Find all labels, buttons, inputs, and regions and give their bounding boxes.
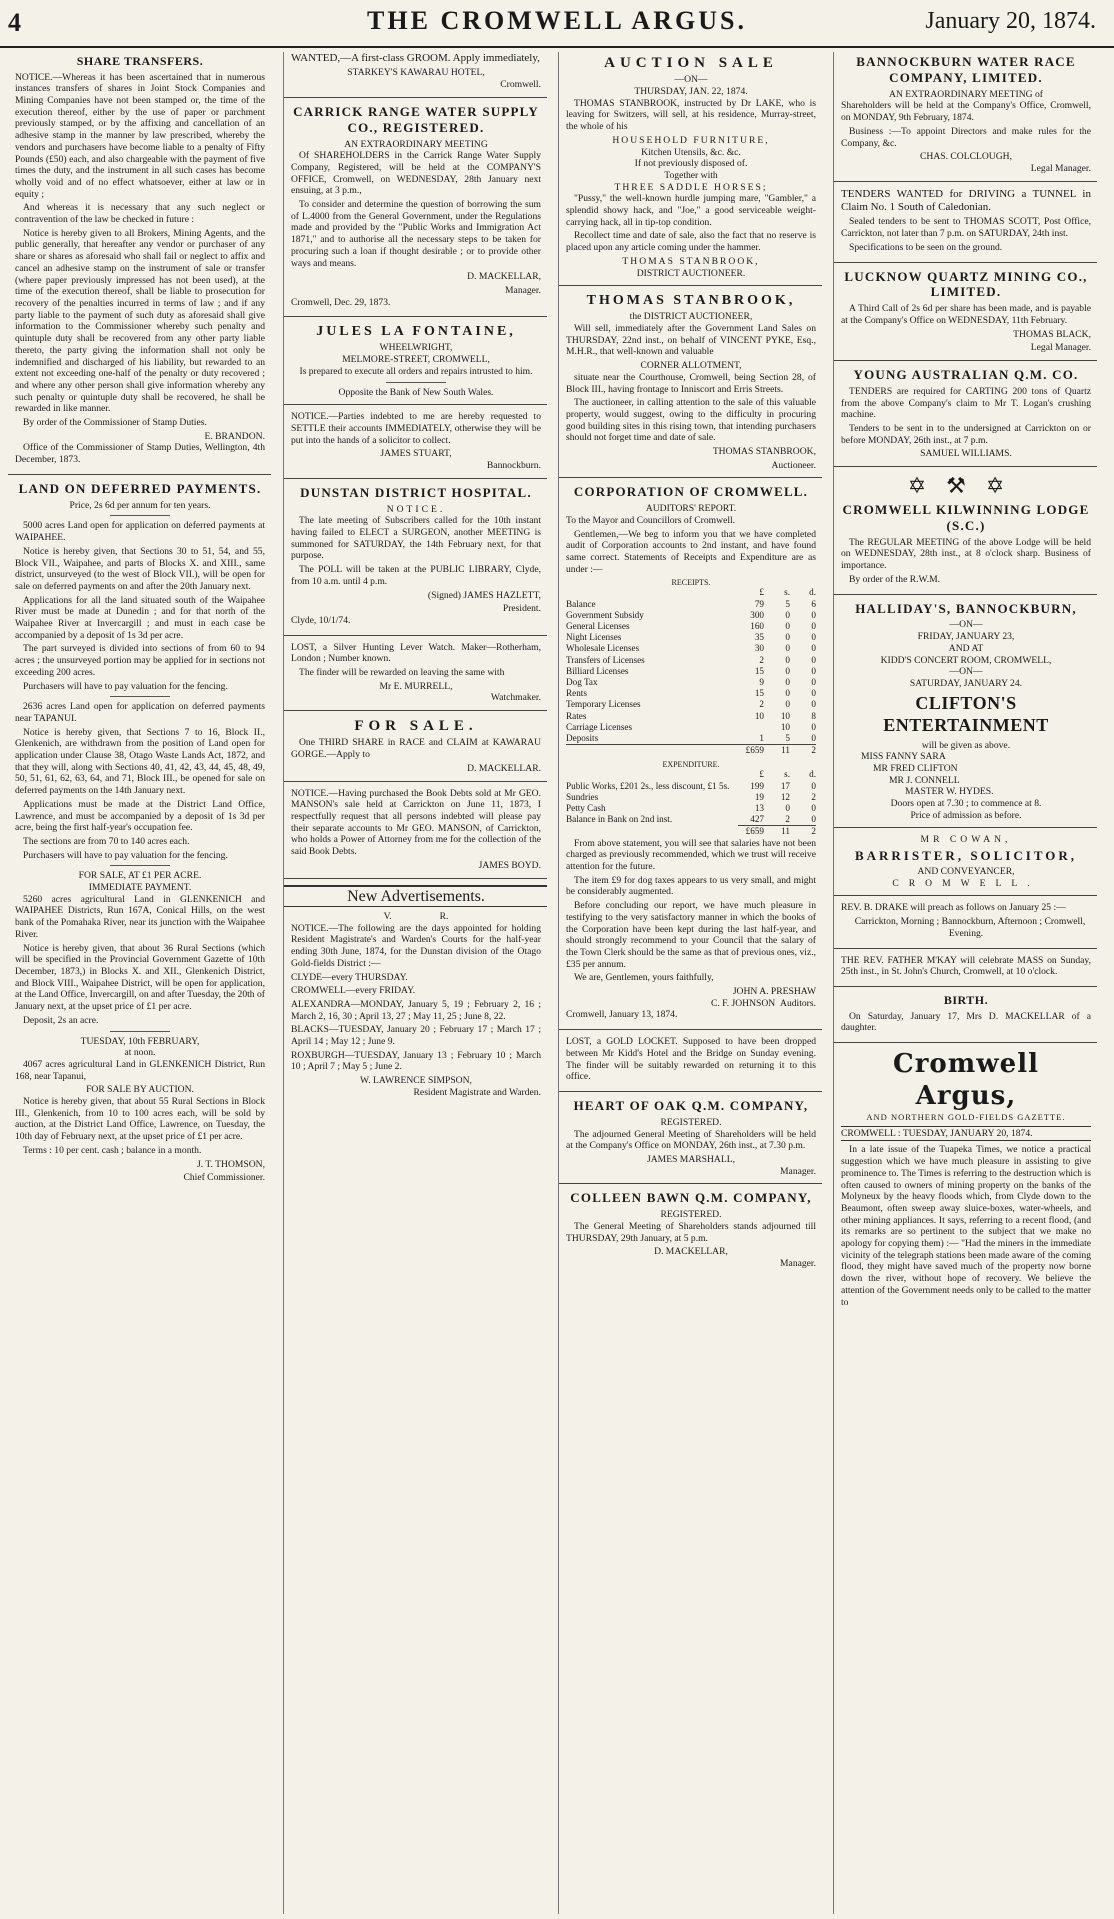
table-row: Billiard Licenses 15 0 0 [566, 665, 816, 676]
column-3 [558, 52, 822, 1914]
column-1 [8, 52, 271, 1914]
jules-la-fontaine-ad: JULES LA FONTAINE, WHEELWRIGHT, MELMORE-STREET, CROMWELL, Is prepared to execute all orders and repairs intrusted to him. Opposite the Bank of New South Wales. [284, 323, 547, 405]
editorial: Cromwell Argus, AND NORTHERN GOLD-FIELDS GAZETTE. CROMWELL : TUESDAY, JANUARY 20, 1874. In a late issue of the Tuapeka Times, we notice a practical suggestion which we have much pleasure in assisting to give prominence to. The Times is referring to the destruction which is often caused to owners of mining property on the banks of the Molyneux by the heavy floods which, from Clyde down to the Beaumont, often sweep away sluice-boxes, water-wheels, and other mining appliances. It says, referring to a recent flood, (and its remarks are so pertinent to the subject that we make no apology for copying them) :— "Had the miners in the immediate vicinity of the telegraph stations been made aware of the coming flood, they might have saved much of the property now borne down the river, without hope of recovery. We believe the attention of the Government needs only to be called to the matter to [841, 1048, 1091, 1308]
corporation-auditors-report: CORPORATION OF CROMWELL. AUDITORS' REPORT. To the Mayor and Councillors of Cromwell. Gentlemen,—We beg to inform you that we have completed audit of Corporation accounts to 2nd instant, and have found same correct. Statements of Receipts and Expenditure are as under :— RECEIPTS. £ s. d. Balance 79 5 6 Government Subsidy 300 0 0 General Licenses 160 0 0 Night Licenses 35 0 0 Wholesale Licenses 30 0 0 Transfers of Licenses 2 0 0 Billiard Licenses 15 0 0 Dog Tax 9 0 0 Rents 15 0 0 Temporary Licenses 2 0 0 Rates 10 10 8 Carriage Licenses 10 0 Deposits 1 5 0 £659 11 2 EXPENDITURE. £ s. d. Public Works, £201 2s., less discount, £1 5s. 199 17 0 Sundries 19 12 2 Petty Cash 13 0 0 Balance in Bank on 2nd inst. 427 2 0 £659 11 2 From above statement, you will see that salaries have not been charged as previously recommended, which we trust will receive attention for the future. The item £9 for dog taxes appears to us very small, and might be considerably augmented. Before concluding our report, we have much pleasure in testifying to the very satisfactory manner in which the books of the Corporation have been kept during the last half-year, and should strongly recommend to your Council that the salary of the Town Clerk should be the same as that of previous ones, viz., £35 per annum. We are, Gentlemen, yours faithfully, JOHN A. PRESHAW C. F. JOHNSON Auditors. Cromwell, January 13, 1874. [559, 484, 822, 1030]
table-row: Government Subsidy 300 0 0 [566, 609, 816, 620]
table-row: Rents 15 0 0 [566, 688, 816, 699]
table-row: Carriage Licenses 10 0 [566, 721, 816, 732]
table-row: Dog Tax 9 0 0 [566, 677, 816, 688]
table-row: Rates 10 10 8 [566, 710, 816, 721]
expenditure-table: £ s. d. Public Works, £201 2s., less discount, £1 5s. 199 17 0 Sundries 19 12 2 Petty Cash 13 0 0 Balance in Bank on 2nd inst. 427 2 0 £659 11 2 [566, 769, 816, 837]
table-row: Temporary Licenses 2 0 0 [566, 699, 816, 710]
kilwinning-lodge-notice: ✡⚒✡ CROMWELL KILWINNING LODGE (S.C.) The REGULAR MEETING of the above Lodge will be held on WEDNESDAY, 28th inst., at 8 o'clock sharp. Business of importance. By order of the R.W.M. [834, 473, 1097, 594]
book-debts-notice: NOTICE.—Having purchased the Book Debts sold at Mr GEO. MANSON's sale held at Carrickton on June 11, 1873, I respectfully request that all persons indebted will please pay their separate accounts to Mr GEO. MANSON, of Carrickton, who holds a Power of Attorney from me for the collection of the said Book Debts. JAMES BOYD. [284, 788, 547, 879]
stuart-notice: NOTICE.—Parties indebted to me are hereby requested to SETTLE their accounts IMMEDIATELY, otherwise they will be put into the hands of a solicitor to collect. JAMES STUART, Bannockburn. [284, 411, 547, 479]
table-row: Balance 79 5 6 [566, 598, 816, 609]
father-mckay-notice: THE REV. FATHER M'KAY will celebrate MASS on Sunday, 25th inst., in St. John's Church, Cromwell, at 10 o'clock. [834, 955, 1097, 987]
receipts-table: £ s. d. Balance 79 5 6 Government Subsidy 300 0 0 General Licenses 160 0 0 Night Licenses 35 0 0 Wholesale Licenses 30 0 0 Transfers of Licenses 2 0 0 Billiard Licenses 15 0 0 Dog Tax 9 0 0 Rents 15 0 0 Temporary Licenses 2 0 0 Rates 10 10 8 Carriage Licenses 10 0 Deposits 1 5 0 £659 11 2 [566, 587, 816, 756]
share-transfers-notice: SHARE TRANSFERS. NOTICE.—Whereas it has been ascertained that in numerous instances transfers of shares in Joint Stock Companies and Mining Companies have not been stamped or, the time of the execution thereof, either by the use of paper or parchment previously stamped, or by the affixing and cancellation of an adhesive stamp in the manner by law prescribed, whereby the vendors and purchasers have become liable to a penalty of Fifty Pounds (£50) each, and also chargeable with the payment of five times the duty, and the instrument in all such cases has become wholly void and of no effect whatsoever, either at law or in equity ; And whereas it is necessary that any such neglect or contravention of the law be checked in future : Notice is hereby given to all Brokers, Mining Agents, and the public generally, that hereafter any vendor or purchaser of any share or shares as aforesaid who shall fail or neglect to affix and cancel an adhesive stamp on the instrument of sale or transfer (where paper previously impressed has not been used), at the time of the execution thereof, shall be liable to prosecution for recovery of the penalties incurred in terms of law ; and if any party liable to the payment of such duty as aforesaid shall give information to the Commissioner whereby such penalty and quintuple duty shall be recovered from any other party liable thereto, the party giving the information shall not only be indemnified and discharged of his liability, but rewarded to an extent not exceeding one-half of the penalty or duty recovered ; and where any other person shall give information whereby any such penalty or quintuple duty shall be recovered, he shall be rewarded in like manner. By order of the Commissioner of Stamp Duties. E. BRANDON. Office of the Commissioner of Stamp Duties, Wellington, 4th December, 1873. [8, 54, 271, 475]
table-row: Night Licenses 35 0 0 [566, 632, 816, 643]
clifton-entertainment-ad: HALLIDAY'S, BANNOCKBURN, —ON— FRIDAY, JANUARY 23, AND AT KIDD'S CONCERT ROOM, CROMWELL, —ON— SATURDAY, JANUARY 24. CLIFTON'S ENTERTAINMENT will be given as above. MISS FANNY SARA MR FRED CLIFTON MR J. CONNELL MASTER W. HYDES. Doors open at 7.30 ; to commence at 8. Price of admission as before. [834, 601, 1097, 829]
dunstan-hospital-notice: DUNSTAN DISTRICT HOSPITAL. NOTICE. The late meeting of Subscribers called for the 10th instant having failed to ELECT a SURGEON, another MEETING is summoned for SATURDAY, the 14th February next, for that purpose. The POLL will be taken at the PUBLIC LIBRARY, Clyde, from 10 a.m. until 4 p.m. (Signed) JAMES HAZLETT, President. Clyde, 10/1/74. [284, 485, 547, 636]
tenders-tunnel-ad: TENDERS WANTED for DRIVING a TUNNEL in Claim No. 1 South of Caledonian. Sealed tenders to be sent to THOMAS SCOTT, Post Office, Carrickton, not later than 7 p.m. on SATURDAY, 24th inst. Specifications to be seen on the ground. [834, 188, 1097, 263]
rev-drake-notice: REV. B. DRAKE will preach as follows on January 25 :— Carrickton, Morning ; Bannockburn, Afternoon ; Cromwell, Evening. [834, 902, 1097, 948]
colleen-bawn-notice: COLLEEN BAWN Q.M. COMPANY, REGISTERED. The General Meeting of Shareholders stands adjourned till THURSDAY, 29th January, at 5 p.m. D. MACKELLAR, Manager. [566, 1190, 816, 1270]
new-advertisements-header: New Advertisements. [284, 885, 547, 908]
table-row: Deposits 1 5 0 [566, 733, 816, 744]
table-row: Wholesale Licenses 30 0 0 [566, 643, 816, 654]
masonic-emblem-icon: ✡⚒✡ [907, 473, 1025, 499]
birth-notice: BIRTH. On Saturday, January 17, Mrs D. MACKELLAR of a daughter. [834, 993, 1097, 1043]
deferred-payments-notice: LAND ON DEFERRED PAYMENTS. Price, 2s 6d per annum for ten years. 5000 acres Land open for application on deferred payments at WAIPAHEE. Notice is hereby given, that Sections 30 to 51, 54, and 55, Block VII., Waipahee, and parts of Blocks X. and XIII., same district, unsurveyed (to the west of Block VII.), will be open for sale on deferred payments on and after the 20th January next. Applications for all the land situated south of the Waipahee River must be made at Dunedin ; and for that north of the Waipahee River at Invercargill ; and must in each case be accompanied by a deposit of 1s 3d per acre. The part surveyed is divided into sections of from 60 to 94 acres ; the unsurveyed portion may be applied for in sections not exceeding 200 acres. Purchasers will have to pay valuation for the fencing. 2636 acres Land open for application on deferred payments near TAPANUI. Notice is hereby given, that Sections 7 to 16, Block II., Glenkenich, are withdrawn from the position of Land open for application under Clause 38, Otago Waste Lands Act, 1872, and that they will, along with Sections 40, 41, 42, 43, 44, 45, 48, 49, 50, 51, 61, 62, 63, 64, and 71, Block III., be opened for sale on deferred payments on the 14th January next. Applications must be made at the District Land Office, Lawrence, and must be accompanied by a deposit of 1s 3d per acre, being the first half-year's occupation fee. The sections are from 70 to 140 acres each. Purchasers will have to pay valuation for the fencing. FOR SALE, AT £1 PER ACRE. IMMEDIATE PAYMENT. 5260 acres agricultural Land in GLENKENICH and WAIPAHEE Districts, Run 167A, Conical Hills, on the west bank of the Pomahaka River, near its junction with the Waipahee River. Notice is hereby given, that about 36 Rural Sections (which will be specified in the Provincial Government Gazette of 10th December, 1873,) in Blocks X. and XII., Glenkenich District, and Block VIII., Waipahee District, will be open for application, at the Land Office, Invercargill, on and after Tuesday, the 20th of January next, at the upset price of £1 per acre. Deposit, 2s an acre. TUESDAY, 10th FEBRUARY, at noon. 4067 acres agricultural Land in GLENKENICH District, Run 168, near Tapanui, FOR SALE BY AUCTION. Notice is hereby given, that about 55 Rural Sections in Block III., Glenkenich, from 10 to 100 acres each, will be sold by auction, at the District Land Office, Lawrence, on Tuesday, the 10th day of February next, at the upset price of £1 per acre. Terms : 10 per cent. cash ; balance in a month. J. T. THOMSON, Chief Commissioner. [15, 480, 265, 1184]
table-row: Balance in Bank on 2nd inst. 427 2 0 [566, 814, 816, 825]
lost-gold-locket-ad: LOST, a GOLD LOCKET. Supposed to have been dropped between Mr Kidd's Hotel and the Bridge on Sunday evening. The finder will be suitably rewarded on returning it to this office. [559, 1036, 822, 1092]
table-row: Public Works, £201 2s., less discount, £1 5s. 199 17 0 [566, 780, 816, 791]
groom-wanted-ad: WANTED,—A first-class GROOM. Apply immediately, STARKEY'S KAWARAU HOTEL, Cromwell. [284, 52, 547, 98]
bannockburn-water-race-meeting: BANNOCKBURN WATER RACE COMPANY, LIMITED. AN EXTRAORDINARY MEETING of Shareholders will be held at the Company's Office, Cromwell, on MONDAY, 9th February, 1874. Business :—To appoint Directors and make rules for the Company, &c. CHAS. COLCLOUGH, Legal Manager. [834, 54, 1097, 182]
table-row: Sundries 19 12 2 [566, 791, 816, 802]
court-days-notice: V. R. NOTICE.—The following are the days appointed for holding Resident Magistrate's and Warden's Courts for the half-year ending 30th June, 1874, for the Dunstan division of the Otago Gold-fields District :— CLYDE—every THURSDAY. CROMWELL—every FRIDAY. ALEXANDRA—MONDAY, January 5, 19 ; February 2, 16 ; March 2, 16, 30 ; April 13, 27 ; May 11, 25 ; June 8, 22. BLACKS—TUESDAY, January 20 ; February 17 ; March 17 ; April 14 ; May 12 ; June 9. ROXBURGH—TUESDAY, January 13 ; February 10 ; March 10 ; April 7 ; May 5 ; June 2. W. LAWRENCE SIMPSON, Resident Magistrate and Warden. [291, 911, 541, 1098]
table-row: General Licenses 160 0 0 [566, 620, 816, 631]
lost-watch-ad: LOST, a Silver Hunting Lever Watch. Maker—Rotherham, London ; Number known. The finder will be rewarded on leaving the same with Mr E. MURRELL, Watchmaker. [284, 642, 547, 712]
masthead [0, 0, 1114, 48]
for-sale-share-ad: FOR SALE. One THIRD SHARE in RACE and CLAIM at KAWARAU GORGE.—Apply to D. MACKELLAR. [284, 717, 547, 781]
column-2 [283, 52, 547, 1914]
page-number: 4 [8, 8, 21, 37]
newspaper-title: THE CROMWELL ARGUS. [367, 6, 747, 35]
lucknow-quartz-notice: LUCKNOW QUARTZ MINING CO., LIMITED. A Third Call of 2s 6d per share has been made, and is payable at the Company's Office on WEDNESDAY, 11th February. THOMAS BLACK, Legal Manager. [834, 269, 1097, 362]
issue-date: January 20, 1874. [925, 8, 1096, 34]
editorial-masthead: Cromwell Argus, [893, 1048, 1039, 1111]
table-row: Transfers of Licenses 2 0 0 [566, 654, 816, 665]
table-row: Petty Cash 13 0 0 [566, 802, 816, 813]
auction-sale-ad: AUCTION SALE —ON— THURSDAY, JAN. 22, 1874. THOMAS STANBROOK, instructed by Dr LAKE, who is leaving for Switzers, will sell, at his residence, Murray-street, the whole of his HOUSEHOLD FURNITURE, Kitchen Utensils, &c. &c. If not previously disposed of. Together with THREE SADDLE HORSES; "Pussy," the well-known hurdle jumping mare, "Gambler," a splendid showy hack, and "Joe," a good serviceable weight-carrying hack, all in tip-top condition. Recollect time and date of sale, also the fact that no reserve is placed upon any article coming under the hammer. THOMAS STANBROOK, DISTRICT AUCTIONEER. [559, 54, 822, 286]
young-australian-tenders: YOUNG AUSTRALIAN Q.M. CO. TENDERS are required for CARTING 200 tons of Quartz from the above Company's claim to Mr T. Logan's crushing machine. Tenders to be sent in to the undersigned at Carrickton on or before MONDAY, 26th inst., at 7 p.m. SAMUEL WILLIAMS. [834, 367, 1097, 467]
cowan-barrister-ad: MR COWAN, BARRISTER, SOLICITOR, AND CONVEYANCER, CROMWELL. [834, 834, 1097, 896]
carrick-range-meeting: CARRICK RANGE WATER SUPPLY CO., REGISTERED. AN EXTRAORDINARY MEETING Of SHAREHOLDERS in the Carrick Range Water Supply Company, Registered, will be held at the COMPANY'S OFFICE, Cromwell, on WEDNESDAY, 28th January next ensuing, at 3 p.m., To consider and determine the question of borrowing the sum of L.4000 from the General Government, under the Regulations made and provided by the "Public Works and Immigration Act 1871," and to authorise all the necessary steps to be taken for procuring such a loan if thought desirable ; or to provide other ways and means. D. MACKELLAR, Manager. Cromwell, Dec. 29, 1873. [284, 104, 547, 318]
heart-of-oak-notice: HEART OF OAK Q.M. COMPANY, REGISTERED. The adjourned General Meeting of Shareholders will be held at the Company's Office on MONDAY, 26th inst., at 7.30 p.m. JAMES MARSHALL, Manager. [559, 1098, 822, 1184]
stanbrook-corner-allotment-ad: THOMAS STANBROOK, the DISTRICT AUCTIONEER, Will sell, immediately after the Government Land Sales on THURSDAY, 22nd inst., on behalf of VINCENT PYKE, Esq., M.H.R., that well-known and valuable CORNER ALLOTMENT, situate near the Courthouse, Cromwell, being Section 28, of Block III., having frontage to Inniscort and Erris Streets. The auctioneer, in calling attention to the sale of this valuable property, would suggest, owing to the difficulty in procuring good building sites in this rising town, that intending purchasers should not forget time and date of sale. THOMAS STANBROOK, Auctioneer. [559, 292, 822, 478]
column-4 [833, 52, 1097, 1914]
